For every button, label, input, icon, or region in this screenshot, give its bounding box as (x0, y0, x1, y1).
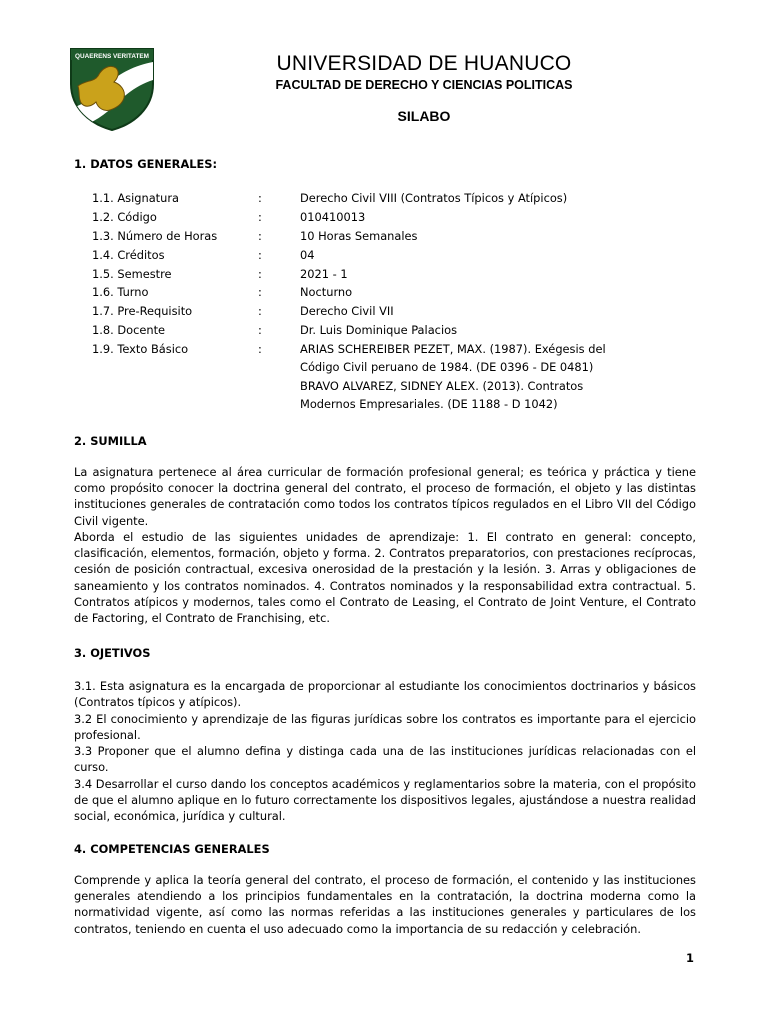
objetivo-item: 3.3 Proponer que el alumno defina y distinga cada una de las instituciones jurídicas relacionadas con el curso. (74, 744, 696, 775)
datos-label: 1.8. Docente (92, 323, 166, 338)
datos-label: 1.6. Turno (92, 285, 149, 300)
datos-row (92, 322, 612, 341)
datos-value-line: 010410013 (300, 209, 366, 224)
datos-colon: : (258, 266, 262, 281)
datos-colon: : (258, 247, 262, 262)
objetivo-item: 3.1. Esta asignatura es la encargada de proporcionar al estudiante los conocimientos doctrinarios y básicos (Contratos típicos y atípicos). (74, 679, 696, 710)
datos-value-line: Derecho Civil VII (300, 304, 394, 319)
datos-label: 1.2. Código (92, 209, 157, 224)
competencias-paragraph: Comprende y aplica la teoría general del contrato, el proceso de formación, el contenido y las instituciones generales atendiendo a los principios fundamentales en la contratación, la doctrina moderna como la normatividad vigente, así como las normas referidas a las instituciones generales y particulares de los contratos, teniendo en cuenta el uso adecuado como la importancia de su redacción y celebración. (74, 873, 696, 936)
datos-value-line: Nocturno (300, 285, 353, 300)
logo-motto-text: QUAERENS VERITATEM (75, 53, 149, 60)
datos-value (300, 247, 612, 266)
datos-value (300, 322, 612, 341)
datos-label: 1.3. Número de Horas (92, 228, 218, 243)
section-heading-datos-generales: 1. DATOS GENERALES: (74, 157, 218, 171)
datos-row (92, 228, 612, 247)
datos-value (300, 284, 612, 303)
datos-colon: : (258, 285, 262, 300)
datos-colon: : (258, 209, 262, 224)
datos-value-line: 04 (300, 247, 315, 262)
datos-row (92, 247, 612, 266)
datos-label: 1.7. Pre-Requisito (92, 304, 193, 319)
datos-row (92, 190, 612, 209)
datos-colon: : (258, 323, 262, 338)
datos-value-line: BRAVO ALVAREZ, SIDNEY ALEX. (2013). Contratos (300, 378, 584, 393)
datos-value (300, 209, 612, 228)
section-heading-competencias: 4. COMPETENCIAS GENERALES (74, 842, 270, 856)
datos-row (92, 303, 612, 322)
datos-value-line: Código Civil peruano de 1984. (DE 0396 - DE 0481) (300, 360, 594, 375)
datos-value (300, 303, 612, 322)
datos-label: 1.5. Semestre (92, 266, 172, 281)
datos-value-line: 2021 - 1 (300, 266, 348, 281)
sumilla-paragraph-2: Aborda el estudio de las siguientes unidades de aprendizaje: 1. El contrato en general: concepto, clasificación, elementos, formación, objeto y forma. 2. Contratos preparatorios, con prestaciones recíprocas, cesión de posición contractual, excesiva onerosidad de la prestación y la lesión. 3. Arras y obligaciones de saneamiento y los contratos nominados. 4. Contratos nominados y la responsabilidad extra contractual. 5. Contratos atípicos y modernos, tales como el Contrato de Leasing, el Contrato de Joint Venture, el Contrato de Factoring, el Contrato de Franchising, etc. (74, 530, 696, 626)
faculty-title: FACULTAD DE DERECHO Y CIENCIAS POLITICAS (275, 78, 573, 92)
datos-value (300, 341, 612, 414)
section-heading-objetivos: 3. OJETIVOS (74, 646, 151, 660)
datos-label: 1.4. Créditos (92, 247, 165, 262)
datos-colon: : (258, 228, 262, 243)
objetivo-item: 3.4 Desarrollar el curso dando los conceptos académicos y reglamentarios sobre la materia, con el propósito de que el alumno aplique en lo futuro correctamente los dispositivos legales, ajustándose a nuestra realidad social, económica, jurídica y cultural. (74, 777, 696, 824)
datos-row (92, 266, 612, 285)
datos-value-line: 10 Horas Semanales (300, 228, 418, 243)
datos-value (300, 266, 612, 285)
datos-colon: : (258, 191, 262, 205)
page-number: 1 (686, 951, 694, 965)
datos-value (300, 190, 612, 209)
datos-row (92, 341, 612, 414)
datos-value (300, 228, 612, 247)
datos-colon: : (258, 304, 262, 319)
sumilla-paragraph-1: La asignatura pertenece al área curricular de formación profesional general; es teórica y práctica y tiene como propósito conocer la doctrina general del contrato, el proceso de formación, el objeto y las distintas instituciones generales de contratación como todos los contratos típicos regulados en el Libro VII del Código Civil vigente. (74, 465, 696, 528)
datos-label: 1.1. Asignatura (92, 191, 180, 205)
datos-value-line: Dr. Luis Dominique Palacios (300, 323, 458, 338)
document-type-title: SILABO (397, 108, 451, 124)
datos-label: 1.9. Texto Básico (92, 342, 189, 357)
university-title: UNIVERSIDAD DE HUANUCO (276, 52, 572, 75)
university-shield-logo (68, 46, 156, 132)
datos-row (92, 209, 612, 228)
section-heading-sumilla: 2. SUMILLA (74, 434, 147, 448)
datos-value-line: ARIAS SCHEREIBER PEZET, MAX. (1987). Exégesis del (300, 342, 606, 357)
objetivo-item: 3.2 El conocimiento y aprendizaje de las figuras jurídicas sobre los contratos es importante para el ejercicio profesional. (74, 712, 696, 743)
datos-row (92, 284, 612, 303)
datos-generales-table (92, 190, 612, 414)
datos-value-line: Modernos Empresariales. (DE 1188 - D 1042) (300, 397, 558, 412)
datos-value-line: Derecho Civil VIII (Contratos Típicos y Atípicos) (300, 191, 568, 205)
datos-colon: : (258, 342, 262, 357)
